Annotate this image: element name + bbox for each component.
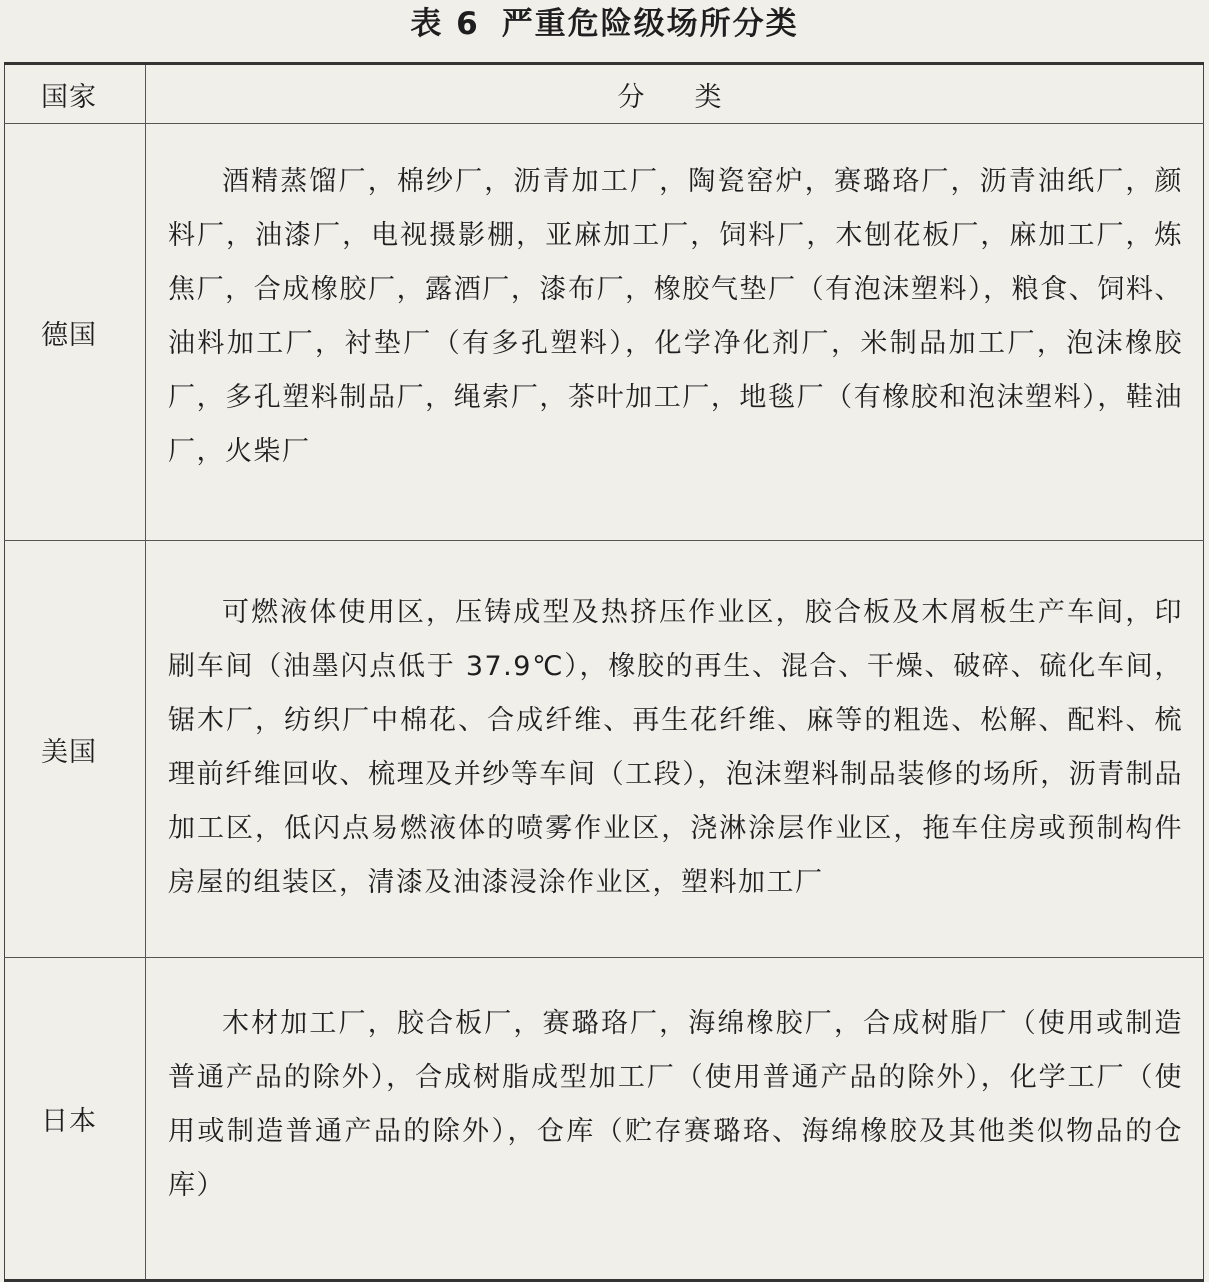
- classification-cell: [146, 541, 1204, 958]
- country-cell: 日本: [5, 958, 146, 1281]
- table-row-japan: [5, 958, 1204, 1281]
- classification-text: 木材加工厂，胶合板厂，赛璐珞厂，海绵橡胶厂，合成树脂厂（使用或制造普通产品的除外），合成树脂成型加工厂（使用普通产品的除外），化学工厂（使用或制造普通产品的除外），仓库（贮存赛璐珞、海绵橡胶及其他类似物品的仓库）: [168, 1007, 1183, 1201]
- header-classification: 分类: [146, 64, 1204, 124]
- table-title: [0, 2, 1209, 46]
- classification-cell: [146, 124, 1204, 541]
- classification-text: 酒精蒸馏厂，棉纱厂，沥青加工厂，陶瓷窑炉，赛璐珞厂，沥青油纸厂，颜料厂，油漆厂，电视摄影棚，亚麻加工厂，饲料厂，木刨花板厂，麻加工厂，炼焦厂，合成橡胶厂，露酒厂，漆布厂，橡胶气垫厂（有泡沫塑料），粮食、饲料、油料加工厂，衬垫厂（有多孔塑料），化学净化剂厂，米制品加工厂，泡沫橡胶厂，多孔塑料制品厂，绳索厂，茶叶加工厂，地毯厂（有橡胶和泡沫塑料），鞋油厂，火柴厂: [168, 166, 1183, 467]
- classification-cell: [146, 958, 1204, 1281]
- classification-table: [4, 62, 1204, 1282]
- table-caption: 严重危险级场所分类: [501, 6, 799, 42]
- table-header-row: [5, 64, 1204, 124]
- header-country: 国家: [5, 64, 146, 124]
- classification-text: 可燃液体使用区，压铸成型及热挤压作业区，胶合板及木屑板生产车间，印刷车间（油墨闪点低于 37.9℃），橡胶的再生、混合、干燥、破碎、硫化车间，锯木厂，纺织厂中棉花、合成纤维、再生花纤维、麻等的粗选、松解、配料、梳理前纤维回收、梳理及并纱等车间（工段），泡沫塑料制品装修的场所，沥青制品加工区，低闪点易燃液体的喷雾作业区，浇淋涂层作业区，拖车住房或预制构件房屋的组装区，清漆及油漆浸涂作业区，塑料加工厂: [168, 597, 1183, 898]
- table-row-germany: [5, 124, 1204, 541]
- table-number: 表 6: [410, 6, 480, 42]
- country-cell: 美国: [5, 541, 146, 958]
- table-row-usa: [5, 541, 1204, 958]
- country-cell: 德国: [5, 124, 146, 541]
